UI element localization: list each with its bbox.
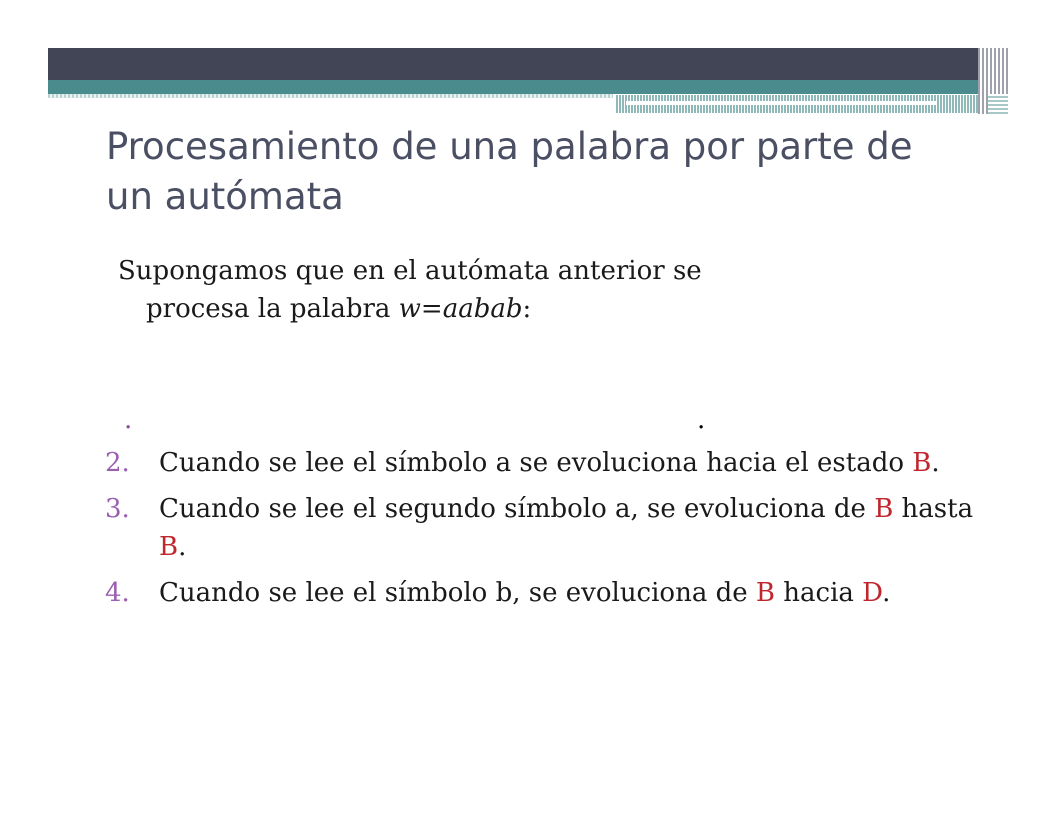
intro-line-2-suffix: : — [522, 294, 532, 324]
slide-title: Procesamiento de una palabra por parte de un autómata — [106, 125, 913, 218]
state-label: B — [159, 532, 179, 562]
header-band-right-inner — [626, 101, 936, 105]
step-number: 4. — [105, 578, 130, 608]
step-text: Cuando se lee el segundo símbolo a, se evoluciona de — [159, 494, 875, 524]
step-text: . — [931, 448, 940, 478]
step-text: . — [882, 578, 891, 608]
bullet-dot-left: . — [124, 405, 133, 435]
header-band-dark — [48, 48, 978, 80]
step-text: hasta — [893, 494, 974, 524]
step-3 — [105, 490, 985, 566]
state-label: B — [755, 578, 776, 608]
state-label: B — [912, 448, 932, 478]
header-band-teal — [48, 80, 978, 94]
step-text: Cuando se lee el símbolo b, se evoluciona de — [159, 578, 756, 608]
step-text: . — [178, 532, 187, 562]
step-text: Cuando se lee el símbolo a se evoluciona hacia el estado — [159, 448, 913, 478]
intro-word: w=aabab — [398, 294, 523, 324]
step-2 — [105, 444, 985, 482]
intro-line-2 — [118, 290, 878, 328]
step-number: 2. — [105, 448, 130, 478]
step-text: hacia — [775, 578, 863, 608]
bullet-dot-right: . — [697, 405, 706, 435]
header-band-light — [48, 94, 613, 98]
state-label: D — [862, 578, 883, 608]
step-4 — [105, 574, 985, 612]
intro-text — [118, 252, 878, 328]
intro-line-1: Supongamos que en el autómata anterior se — [118, 256, 702, 286]
intro-line-2-prefix: procesa la palabra — [146, 294, 399, 324]
state-label: B — [874, 494, 894, 524]
header-stripes-low — [988, 94, 1008, 114]
steps-list — [105, 444, 985, 620]
step-number: 3. — [105, 494, 130, 524]
